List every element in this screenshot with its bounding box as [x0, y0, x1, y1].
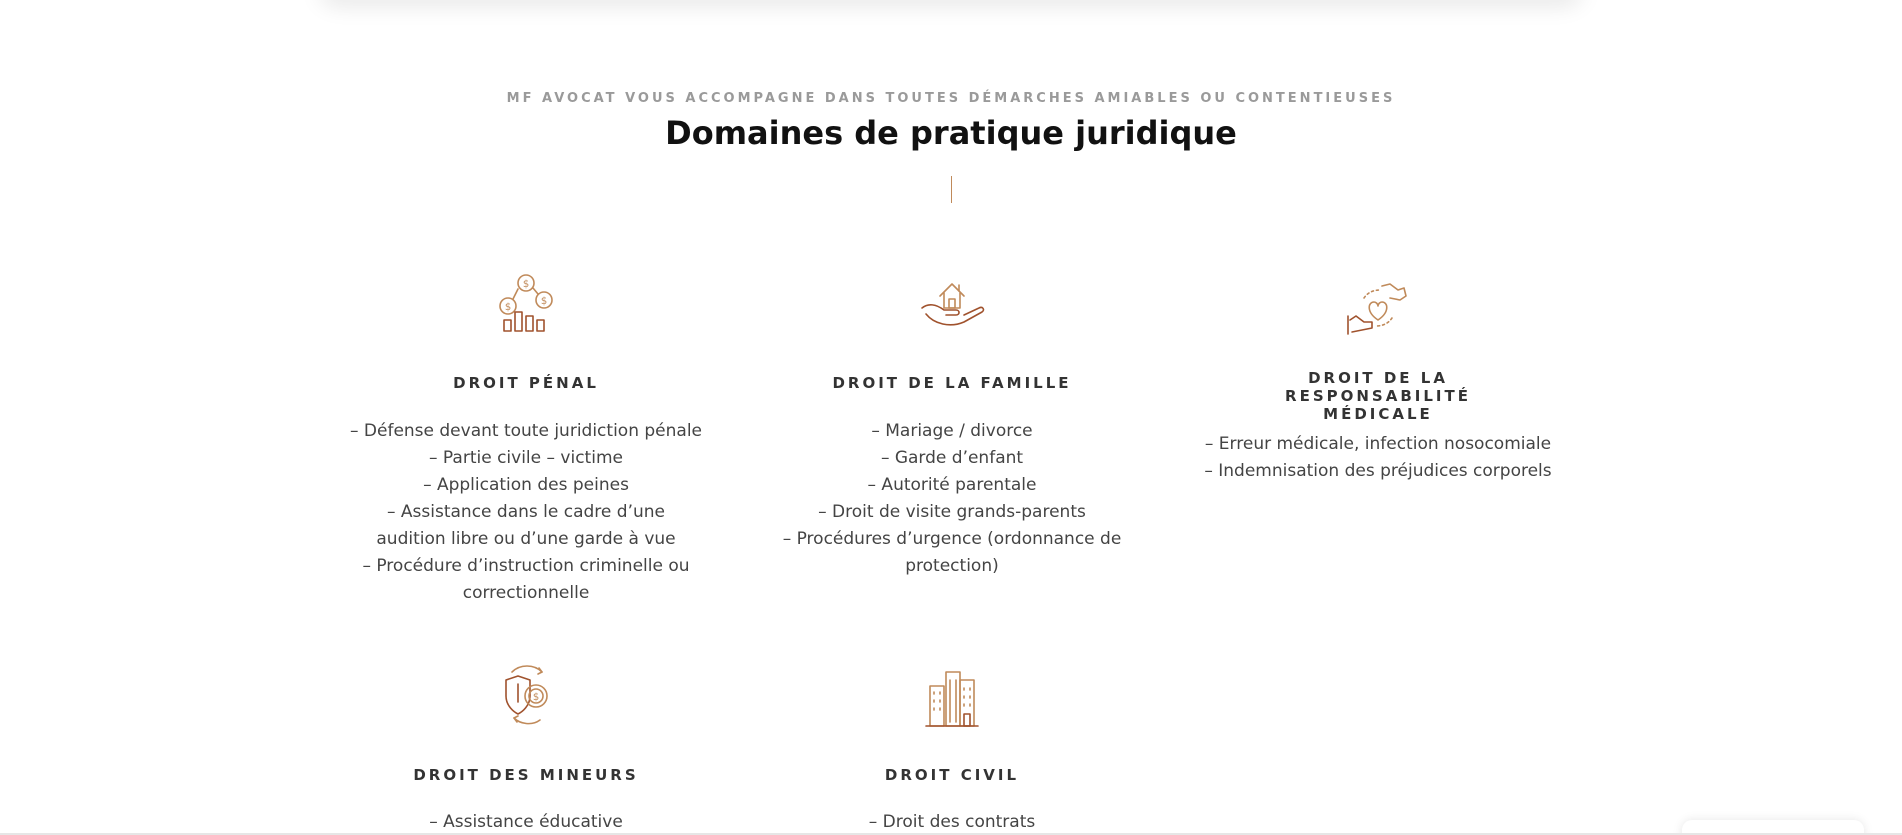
practice-card-title: DROIT CIVIL: [884, 766, 1020, 784]
list-item: – Droit de visite grands-parents: [818, 502, 1086, 522]
list-item: – Droit des contrats: [868, 812, 1036, 832]
list-item: – Garde d’enfant: [880, 448, 1024, 468]
list-item: – Assistance dans le cadre d’une audition libre ou d’une garde à vue: [376, 502, 676, 549]
practice-card-list: [316, 809, 736, 835]
heart-in-hands-icon: [1342, 276, 1414, 340]
svg-text:$: $: [540, 296, 548, 307]
practice-card-title: DROIT PÉNAL: [453, 374, 599, 392]
list-item: – Erreur médicale, infection nosocomiale: [1204, 434, 1552, 454]
practice-card-list: [742, 418, 1162, 580]
practice-card-list: [742, 809, 1162, 835]
list-item: – Indemnisation des préjudices corporels: [1204, 461, 1552, 481]
svg-text:$: $: [504, 302, 512, 313]
list-item: – Autorité parentale: [867, 475, 1037, 495]
title-divider: [951, 176, 952, 203]
practice-card-list: [1168, 431, 1588, 485]
practice-card-title: DROIT DES MINEURS: [413, 766, 639, 784]
list-item: – Partie civile – victime: [429, 448, 623, 468]
svg-text:$: $: [532, 692, 540, 703]
finance-chart-icon: [490, 270, 562, 334]
buildings-icon: [916, 666, 988, 730]
list-item: – Assistance éducative: [429, 812, 623, 832]
section-title: Domaines de pratique juridique: [665, 114, 1237, 152]
practice-card-list: [316, 418, 736, 607]
practice-card-title: DROIT DE LA FAMILLE: [832, 374, 1072, 392]
practice-card-title: DROIT DE LA RESPONSABILITÉ MÉDICALE: [1285, 369, 1471, 423]
list-item: – Application des peines: [423, 475, 629, 495]
svg-text:$: $: [522, 279, 530, 290]
section-eyebrow: MF AVOCAT VOUS ACCOMPAGNE DANS TOUTES DÉMARCHES AMIABLES OU CONTENTIEUSES: [506, 91, 1396, 106]
list-item: – Mariage / divorce: [871, 421, 1033, 441]
house-in-hand-icon: [916, 270, 988, 334]
shield-coin-icon: [490, 662, 562, 726]
list-item: – Procédure d’instruction criminelle ou correctionnelle: [362, 556, 690, 603]
list-item: – Défense devant toute juridiction pénale: [350, 421, 702, 441]
list-item: – Procédures d’urgence (ordonnance de protection): [782, 529, 1122, 576]
